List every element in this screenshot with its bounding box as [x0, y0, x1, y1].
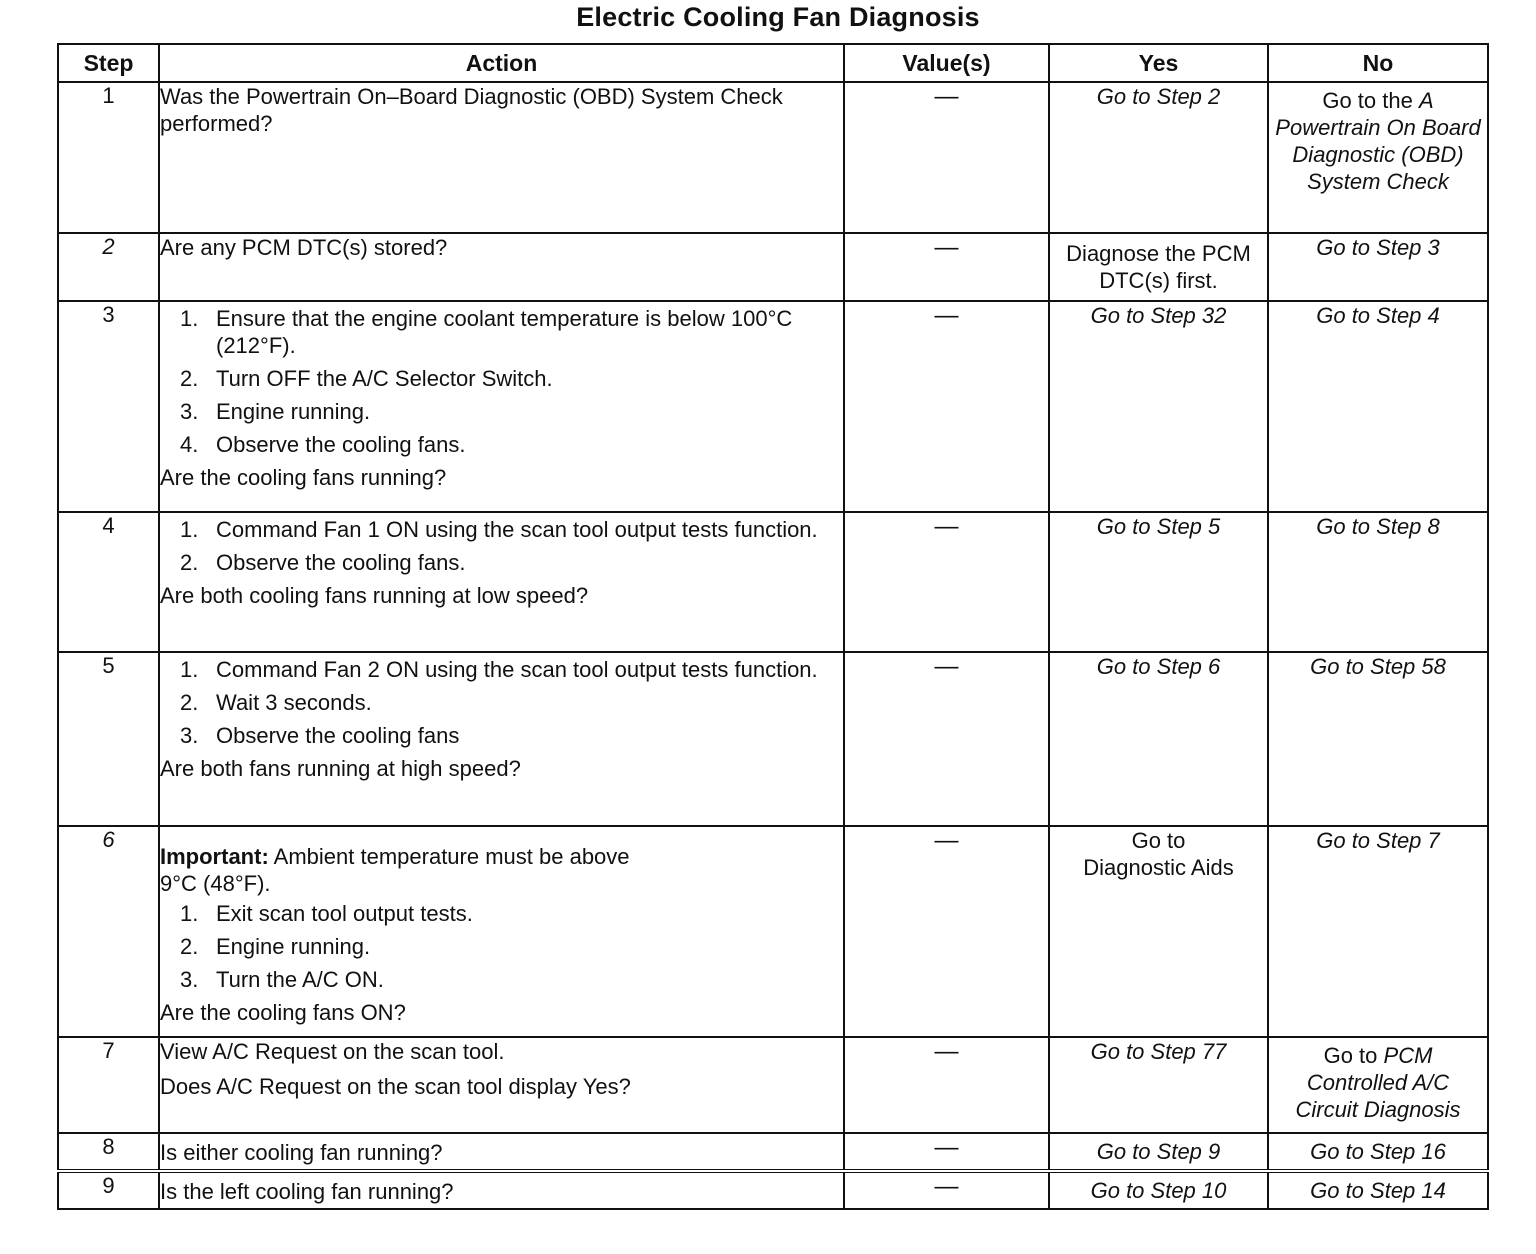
- yes-cell: Go to Diagnostic Aids: [1049, 826, 1268, 1037]
- action-question: Are the cooling fans ON?: [160, 1000, 406, 1025]
- action-cell: [159, 301, 844, 512]
- list-item: 2. Wait 3 seconds.: [180, 690, 372, 715]
- value-cell: —: [844, 233, 1049, 301]
- action-steps: [160, 516, 843, 576]
- list-item: 2. Turn OFF the A/C Selector Switch.: [180, 366, 553, 391]
- list-item: 2. Observe the cooling fans.: [180, 550, 466, 575]
- important-text: Ambient temperature must be above 9°C (48°F).: [160, 844, 630, 896]
- list-item: 3. Turn the A/C ON.: [180, 967, 384, 992]
- header-action: Action: [159, 44, 844, 82]
- diagnosis-table: [57, 43, 1489, 1210]
- header-values: Value(s): [844, 44, 1049, 82]
- step-number: 7: [58, 1037, 159, 1133]
- list-item: 1. Ensure that the engine coolant temperature is below 100°C (212°F).: [180, 306, 793, 358]
- no-prefix: Go to: [1323, 1043, 1378, 1068]
- table-row: [58, 826, 1488, 1037]
- no-cell: Go to Step 14: [1268, 1171, 1488, 1209]
- list-item: 1. Command Fan 1 ON using the scan tool output tests function.: [180, 517, 818, 542]
- action-cell: [159, 1037, 844, 1133]
- yes-cell: Go to Step 32: [1049, 301, 1268, 512]
- no-reference: A Powertrain On Board Diagnostic (OBD) System Check: [1275, 88, 1481, 194]
- list-item: 1. Command Fan 2 ON using the scan tool output tests function.: [180, 657, 818, 682]
- step-number: 9: [58, 1171, 159, 1209]
- action-text: Was the Powertrain On–Board Diagnostic (OBD) System Check performed?: [160, 84, 783, 136]
- important-note: [160, 843, 630, 897]
- page-title: Electric Cooling Fan Diagnosis: [576, 2, 980, 32]
- list-item: 1. Exit scan tool output tests.: [180, 901, 473, 926]
- no-cell: [1268, 82, 1488, 233]
- step-number: 6: [58, 826, 159, 1037]
- action-steps: [160, 656, 843, 749]
- header-yes: Yes: [1049, 44, 1268, 82]
- table-row: [58, 1133, 1488, 1171]
- list-item: 4. Observe the cooling fans.: [180, 432, 466, 457]
- yes-cell: Go to Step 6: [1049, 652, 1268, 826]
- value-cell: —: [844, 1171, 1049, 1209]
- value-cell: —: [844, 301, 1049, 512]
- action-steps: [160, 305, 843, 458]
- action-cell: [159, 512, 844, 652]
- header-no: No: [1268, 44, 1488, 82]
- action-text: Is either cooling fan running?: [160, 1140, 443, 1165]
- value-cell: —: [844, 82, 1049, 233]
- step-number: 4: [58, 512, 159, 652]
- action-cell: [159, 652, 844, 826]
- important-label: Important:: [160, 844, 269, 869]
- step-number: 5: [58, 652, 159, 826]
- step-number: 3: [58, 301, 159, 512]
- table-row: [58, 82, 1488, 233]
- step-number: 1: [58, 82, 159, 233]
- action-cell: [159, 82, 844, 233]
- no-cell: Go to Step 16: [1268, 1133, 1488, 1171]
- action-question: Are both cooling fans running at low speed?: [160, 583, 589, 608]
- list-item: 3. Observe the cooling fans: [180, 723, 460, 748]
- no-prefix: Go to the: [1322, 88, 1413, 113]
- step-number: 2: [58, 233, 159, 301]
- action-steps: [160, 900, 843, 993]
- action-question: Are the cooling fans running?: [160, 465, 447, 490]
- table-row: [58, 512, 1488, 652]
- table-row: [58, 1171, 1488, 1209]
- value-cell: —: [844, 512, 1049, 652]
- list-item: 3. Engine running.: [180, 399, 371, 424]
- table-row: [58, 233, 1488, 301]
- value-cell: —: [844, 826, 1049, 1037]
- action-text: View A/C Request on the scan tool.: [160, 1039, 505, 1064]
- table-header-row: [58, 44, 1488, 82]
- yes-cell: Go to Step 9: [1049, 1133, 1268, 1171]
- action-question: Are both fans running at high speed?: [160, 756, 521, 781]
- action-cell: [159, 1171, 844, 1209]
- action-question: Does A/C Request on the scan tool display Yes?: [160, 1074, 631, 1099]
- no-cell: Go to Step 4: [1268, 301, 1488, 512]
- table-row: [58, 1037, 1488, 1133]
- table-row: [58, 652, 1488, 826]
- step-number: 8: [58, 1133, 159, 1171]
- yes-cell: Go to Step 5: [1049, 512, 1268, 652]
- no-cell: Go to Step 58: [1268, 652, 1488, 826]
- value-cell: —: [844, 1037, 1049, 1133]
- no-reference: PCM Controlled A/C Circuit Diagnosis: [1295, 1043, 1461, 1122]
- action-text: Are any PCM DTC(s) stored?: [160, 235, 448, 260]
- table-row: [58, 301, 1488, 512]
- action-cell: [159, 826, 844, 1037]
- header-step: Step: [58, 44, 159, 82]
- value-cell: —: [844, 1133, 1049, 1171]
- action-cell: [159, 1133, 844, 1171]
- yes-cell: Go to Step 2: [1049, 82, 1268, 233]
- no-cell: Go to Step 8: [1268, 512, 1488, 652]
- yes-cell: Diagnose the PCM DTC(s) first.: [1049, 233, 1268, 301]
- action-cell: [159, 233, 844, 301]
- yes-cell: Go to Step 10: [1049, 1171, 1268, 1209]
- action-text: Is the left cooling fan running?: [160, 1179, 454, 1204]
- yes-cell: Go to Step 77: [1049, 1037, 1268, 1133]
- no-cell: [1268, 1037, 1488, 1133]
- no-cell: Go to Step 3: [1268, 233, 1488, 301]
- value-cell: —: [844, 652, 1049, 826]
- list-item: 2. Engine running.: [180, 934, 371, 959]
- no-cell: Go to Step 7: [1268, 826, 1488, 1037]
